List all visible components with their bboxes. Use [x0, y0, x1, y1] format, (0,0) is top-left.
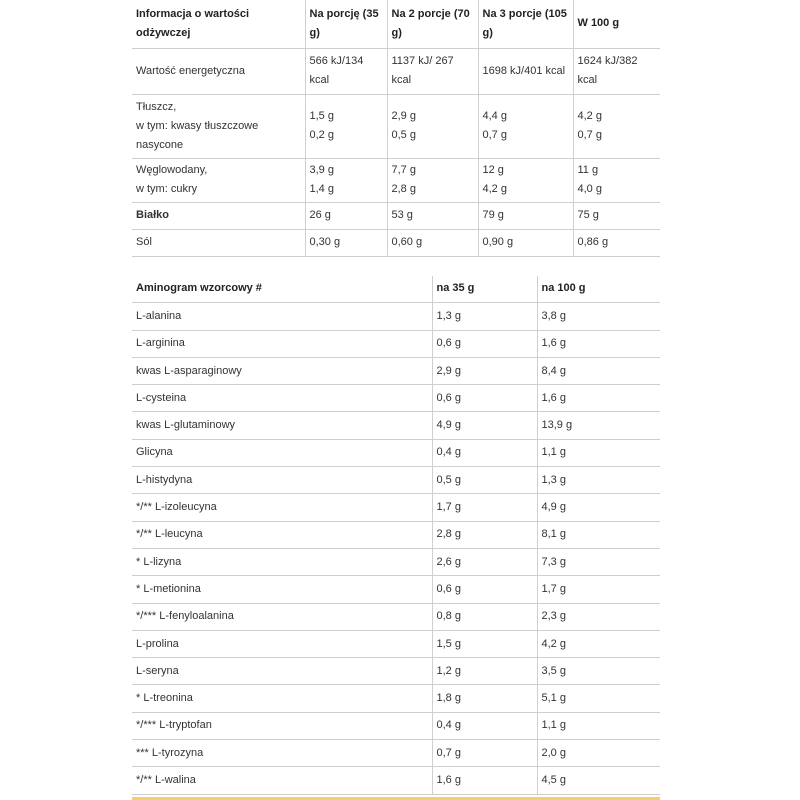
cell-line: 0,2 g [309, 129, 334, 141]
nutrition-header: Na 2 porcje (70 g) [387, 0, 478, 48]
table-row [132, 685, 660, 712]
amino-acid-name: kwas L-asparaginowy [132, 357, 432, 384]
amino-acid-value: 13,9 g [541, 419, 573, 432]
amino-acid-name: */** L-izoleucyna [132, 494, 432, 521]
amino-acid-name: * L-treonina [132, 685, 432, 712]
amino-acid-value: 8,1 g [541, 528, 566, 541]
amino-acid-value: 4,9 g [432, 412, 537, 439]
table-row [132, 439, 660, 466]
row-label [132, 94, 305, 158]
amino-acid-value: 1,6 g [432, 767, 537, 794]
table-row [132, 357, 660, 384]
table-row [132, 521, 660, 548]
nutrition-header-row [132, 0, 660, 48]
amino-acid-name: */** L-walina [132, 767, 432, 794]
amino-acid-value: 0,8 g [432, 603, 537, 630]
amino-acid-name: L-arginina [132, 330, 432, 357]
cell-value [573, 158, 660, 202]
amino-acid-value: 1,5 g [432, 630, 537, 657]
cell-line: 11 g [577, 164, 599, 176]
amino-acid-value: 1,3 g [432, 303, 537, 330]
table-row [132, 467, 660, 494]
cell-line: 4,0 g [577, 183, 602, 195]
table-row [132, 202, 660, 229]
nutrition-header: Na porcję (35 g) [305, 0, 387, 48]
cell-value [573, 94, 660, 158]
amino-acid-value: 0,4 g [432, 439, 537, 466]
amino-acid-value: 4,5 g [541, 773, 566, 786]
cell-line: 4,4 g [482, 110, 507, 122]
amino-acid-value: 0,6 g [432, 330, 537, 357]
amino-acid-value: 8,4 g [541, 364, 566, 377]
amino-acid-value: 1,7 g [541, 582, 566, 595]
cell-line: 0,5 g [391, 129, 416, 141]
amino-acid-value: 2,0 g [541, 746, 566, 759]
cell-line: 0,7 g [577, 129, 602, 141]
table-row [132, 48, 660, 94]
table-row [132, 767, 660, 794]
amino-acid-name: */*** L-fenyloalanina [132, 603, 432, 630]
table-row [132, 658, 660, 685]
amino-acid-name: Glicyna [132, 439, 432, 466]
amino-acid-name: * L-lizyna [132, 548, 432, 575]
table-row [132, 630, 660, 657]
cell-value [387, 158, 478, 202]
amino-acid-value: 1,2 g [432, 658, 537, 685]
cell-value [478, 94, 573, 158]
cell-line: 4,2 g [482, 183, 507, 195]
cell-line: 1,5 g [309, 110, 334, 122]
amino-acid-value: 1,8 g [432, 685, 537, 712]
row-label: Wartość energetyczna [132, 48, 305, 94]
cell-line: 12 g [482, 164, 504, 176]
cell-value [305, 158, 387, 202]
table-row [132, 330, 660, 357]
cell-value [387, 94, 478, 158]
cell-value: 75 g [577, 209, 599, 221]
cell-line: 3,9 g [309, 164, 334, 176]
nutrition-header: W 100 g [577, 17, 620, 30]
cell-line: 2,9 g [391, 110, 416, 122]
cell-value: 1698 kJ/401 kcal [478, 48, 573, 94]
table-row [132, 158, 660, 202]
aminogram-header-row [132, 276, 660, 303]
cell-value [478, 158, 573, 202]
row-label: Białko [132, 202, 305, 229]
amino-acid-name: kwas L-glutaminowy [132, 412, 432, 439]
aminogram-header: na 100 g [541, 282, 586, 295]
cell-value: 0,86 g [577, 236, 609, 248]
row-label-line: w tym: kwasy tłuszczowe nasycone [136, 119, 259, 151]
cell-value: 0,90 g [478, 229, 573, 256]
amino-acid-value: 5,1 g [541, 692, 566, 705]
row-label [132, 158, 305, 202]
table-row [132, 576, 660, 603]
table-row [132, 603, 660, 630]
amino-acid-value: 2,8 g [432, 521, 537, 548]
amino-acid-value: 7,3 g [541, 555, 566, 568]
cell-line: 4,2 g [577, 110, 602, 122]
cell-value: 1137 kJ/ 267 kcal [387, 48, 478, 94]
row-label-line: w tym: cukry [136, 183, 198, 195]
aminogram-table [132, 276, 660, 795]
amino-acid-value: 0,5 g [432, 467, 537, 494]
aminogram-header: na 35 g [432, 276, 537, 303]
amino-acid-value: 1,1 g [541, 446, 566, 459]
table-row [132, 385, 660, 412]
table-row [132, 412, 660, 439]
amino-acid-value: 0,4 g [432, 712, 537, 739]
table-row [132, 548, 660, 575]
amino-acid-value: 1,6 g [541, 337, 566, 350]
nutrition-table [132, 0, 660, 257]
cell-value: 0,30 g [305, 229, 387, 256]
amino-acid-value: 1,7 g [432, 494, 537, 521]
amino-acid-name: L-cysteina [132, 385, 432, 412]
amino-acid-value: 1,6 g [541, 391, 566, 404]
row-label-line: Węglowodany, [136, 164, 208, 176]
amino-acid-value: 0,7 g [432, 740, 537, 767]
amino-acid-name: L-alanina [132, 303, 432, 330]
table-row [132, 229, 660, 256]
table-row [132, 494, 660, 521]
nutrition-header: Informacja o wartości odżywczej [132, 0, 305, 48]
cell-value: 53 g [387, 202, 478, 229]
nutrition-header: Na 3 porcje (105 g) [478, 0, 573, 48]
cell-value: 79 g [478, 202, 573, 229]
nutrition-panel [132, 0, 660, 795]
aminogram-header: Aminogram wzorcowy # [132, 276, 432, 303]
amino-acid-value: 2,3 g [541, 610, 566, 623]
amino-acid-value: 2,9 g [432, 357, 537, 384]
amino-acid-value: 2,6 g [432, 548, 537, 575]
amino-acid-value: 1,3 g [541, 473, 566, 486]
amino-acid-name: L-histydyna [132, 467, 432, 494]
amino-acid-value: 4,2 g [541, 637, 566, 650]
table-row [132, 303, 660, 330]
table-row [132, 740, 660, 767]
amino-acid-name: */*** L-tryptofan [132, 712, 432, 739]
amino-acid-value: 3,5 g [541, 664, 566, 677]
amino-acid-name: L-seryna [132, 658, 432, 685]
row-label: Sól [132, 229, 305, 256]
amino-acid-name: *** L-tyrozyna [132, 740, 432, 767]
cell-value: 566 kJ/134 kcal [305, 48, 387, 94]
amino-acid-value: 0,6 g [432, 576, 537, 603]
amino-acid-value: 4,9 g [541, 501, 566, 514]
amino-acid-name: * L-metionina [132, 576, 432, 603]
amino-acid-value: 1,1 g [541, 719, 566, 732]
cell-line: 0,7 g [482, 129, 507, 141]
table-row [132, 94, 660, 158]
amino-acid-name: L-prolina [132, 630, 432, 657]
cell-line: 1,4 g [309, 183, 334, 195]
amino-acid-value: 0,6 g [432, 385, 537, 412]
row-label-line: Tłuszcz, [136, 100, 177, 113]
cell-value [305, 94, 387, 158]
cell-value: 1624 kJ/382 kcal [577, 55, 638, 86]
table-row [132, 712, 660, 739]
amino-acid-name: */** L-leucyna [132, 521, 432, 548]
cell-line: 2,8 g [391, 183, 416, 195]
cell-value: 0,60 g [387, 229, 478, 256]
cell-value: 26 g [305, 202, 387, 229]
amino-acid-value: 3,8 g [541, 309, 566, 322]
cell-line: 7,7 g [391, 164, 416, 176]
